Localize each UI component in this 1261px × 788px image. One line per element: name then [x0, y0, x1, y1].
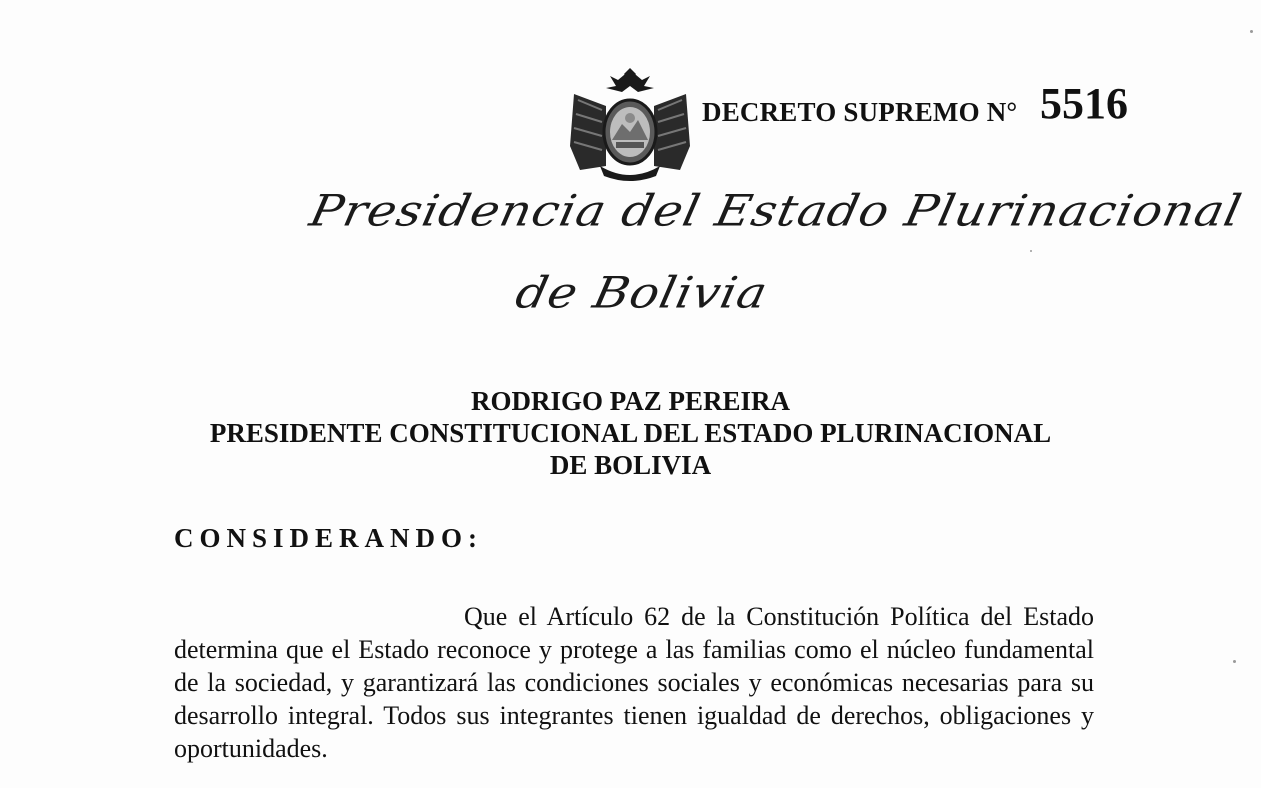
- bolivia-coat-of-arms-icon: [566, 66, 694, 184]
- letterhead-line2: de Bolivia: [511, 268, 773, 319]
- letterhead-line1: Presidencia del Estado Plurinacional: [305, 186, 1247, 237]
- decree-label: DECRETO SUPREMO N°: [702, 97, 1018, 127]
- considerando-paragraph: Que el Artículo 62 de la Constitución Política del Estado determina que el Estado reconoce y protege a las familias como el núcleo fundamental de la sociedad, y garantizará las condiciones sociales y económicas necesarias para su desarrollo integral. Todos sus integrantes tienen igualdad de derechos, obligaciones y oportunidades.: [174, 602, 1094, 763]
- scan-speck: [1233, 660, 1236, 663]
- considerando-heading: CONSIDERANDO:: [174, 523, 484, 553]
- scan-speck: [1250, 30, 1253, 33]
- decree-number: 5516: [1040, 79, 1128, 128]
- scan-speck: [1030, 250, 1032, 252]
- president-title-line1: PRESIDENTE CONSTITUCIONAL DEL ESTADO PLURINACIONAL: [209, 418, 1052, 448]
- president-name: RODRIGO PAZ PEREIRA: [470, 386, 791, 416]
- president-title-line2: DE BOLIVIA: [549, 450, 712, 480]
